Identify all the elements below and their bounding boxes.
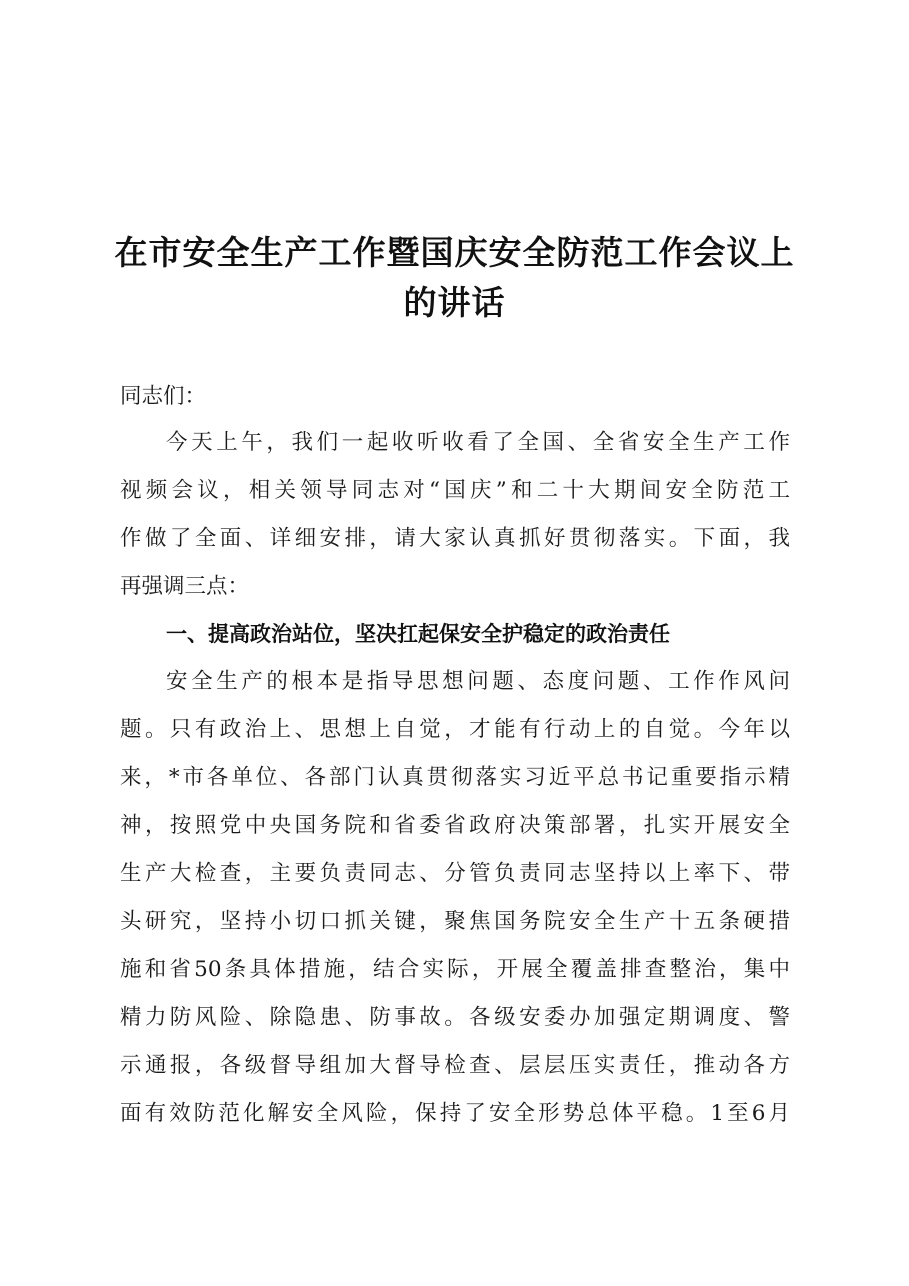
paragraph-2-line: 精力防风险、除隐患、防事故。各级安委办加强定期调度、警	[120, 1005, 790, 1030]
section-1-heading: 一、提高政治站位，坚决扛起保安全护稳定的政治责任	[166, 622, 670, 646]
paragraph-2-line: 神，按照党中央国务院和省委省政府决策部署，扎实开展安全	[120, 813, 790, 838]
paragraph-2-line: 来，*市各单位、各部门认真贯彻落实习近平总书记重要指示精	[120, 765, 790, 790]
paragraph-1-line: 再强调三点：	[120, 574, 250, 599]
paragraph-1-line: 作做了全面、详细安排，请大家认真抓好贯彻落实。下面，我	[120, 526, 790, 551]
paragraph-2-line: 示通报，各级督导组加大督导检查、层层压实责任，推动各方	[120, 1053, 790, 1078]
paragraph-2-line: 面有效防范化解安全风险，保持了安全形势总体平稳。1至6月	[120, 1101, 790, 1126]
paragraph-2-line: 生产大检查，主要负责同志、分管负责同志坚持以上率下、带	[120, 861, 790, 886]
document-title-line-1: 在市安全生产工作暨国庆安全防范工作会议上	[114, 233, 795, 272]
paragraph-2-line: 头研究，坚持小切口抓关键，聚焦国务院安全生产十五条硬措	[120, 909, 790, 934]
salutation: 同志们：	[120, 384, 207, 409]
document-title-line-2: 的讲话	[403, 283, 506, 322]
paragraph-2-line: 题。只有政治上、思想上自觉，才能有行动上的自觉。今年以	[120, 717, 790, 742]
paragraph-2-line: 施和省50条具体措施，结合实际，开展全覆盖排查整治，集中	[120, 957, 790, 982]
paragraph-2-line: 安全生产的根本是指导思想问题、态度问题、工作作风问	[166, 669, 790, 694]
paragraph-1-line: 今天上午，我们一起收听收看了全国、全省安全生产工作	[166, 430, 790, 455]
paragraph-1-line: 视频会议，相关领导同志对“国庆”和二十大期间安全防范工	[120, 478, 790, 503]
